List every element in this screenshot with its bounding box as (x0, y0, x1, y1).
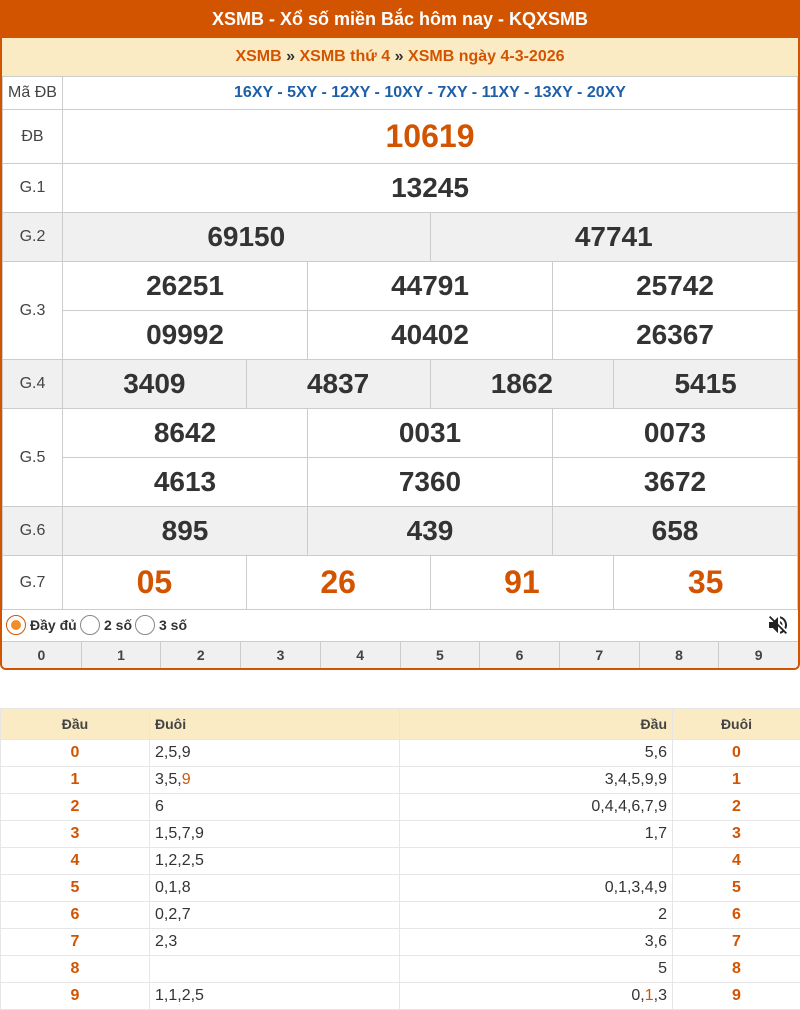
prize-g4: 4837 (246, 360, 430, 409)
option-two-digits[interactable] (80, 615, 132, 635)
loto-header-dau: Đầu (1, 709, 150, 740)
loto-special-digit: 1 (644, 987, 654, 1004)
loto-head: 2 (1, 794, 150, 821)
prize-g7: 91 (430, 556, 614, 610)
breadcrumb-weekday[interactable]: XSMB thứ 4 (299, 48, 391, 65)
loto-head: 5 (1, 875, 150, 902)
row-label-db: ĐB (3, 110, 63, 164)
digit-filter-3[interactable]: 3 (241, 642, 321, 668)
results-table (2, 76, 798, 610)
display-options (2, 609, 798, 641)
loto-tails: 1,5,7,9 (150, 821, 400, 848)
loto-heads: 5 (400, 956, 673, 983)
digit-filter-0[interactable]: 0 (2, 642, 82, 668)
option-three-digits[interactable] (135, 615, 187, 635)
loto-head: 0 (1, 740, 150, 767)
table-row (1, 875, 800, 902)
option-full[interactable] (6, 615, 77, 635)
loto-head: 8 (1, 956, 150, 983)
table-row (1, 767, 800, 794)
row-label-g7: G.7 (3, 556, 63, 610)
prize-db: 10619 (63, 110, 798, 164)
digit-filter-1[interactable]: 1 (82, 642, 162, 668)
breadcrumb-xsmb[interactable]: XSMB (235, 48, 282, 65)
table-row (1, 794, 800, 821)
loto-head: 9 (1, 983, 150, 1010)
prize-g3: 40402 (308, 311, 553, 360)
row-label-g3: G.3 (3, 262, 63, 360)
table-row (1, 821, 800, 848)
loto-heads: 1,7 (400, 821, 673, 848)
option-full-label: Đầy đủ (30, 617, 77, 633)
digit-filter-6[interactable]: 6 (480, 642, 560, 668)
radio-three-digits[interactable] (135, 615, 155, 635)
table-row (1, 929, 800, 956)
loto-heads (400, 983, 673, 1010)
prize-g5: 8642 (63, 409, 308, 458)
loto-heads: 0,4,4,6,7,9 (400, 794, 673, 821)
loto-tail: 8 (673, 956, 800, 983)
prize-g3: 09992 (63, 311, 308, 360)
loto-special-digit: 9 (181, 771, 191, 788)
loto-tail: 6 (673, 902, 800, 929)
loto-tail: 7 (673, 929, 800, 956)
loto-tail: 1 (673, 767, 800, 794)
loto-head: 7 (1, 929, 150, 956)
prize-g3: 25742 (553, 262, 798, 311)
prize-g6: 895 (63, 507, 308, 556)
loto-header-dau2: Đầu (400, 709, 673, 740)
row-label-g6: G.6 (3, 507, 63, 556)
option-two-label: 2 số (104, 617, 133, 633)
loto-heads: 3,4,5,9,9 (400, 767, 673, 794)
loto-heads: 3,6 (400, 929, 673, 956)
loto-tails: 0,1,8 (150, 875, 400, 902)
loto-tails: 1,1,2,5 (150, 983, 400, 1010)
loto-tails: 2,5,9 (150, 740, 400, 767)
loto-tails-text: 3,5, (155, 771, 182, 788)
breadcrumb-separator: » (394, 48, 404, 65)
prize-g1: 13245 (63, 164, 798, 213)
loto-heads (400, 848, 673, 875)
loto-header-duoi: Đuôi (150, 709, 400, 740)
loto-tail: 0 (673, 740, 800, 767)
row-label-madb: Mã ĐB (3, 77, 63, 110)
prize-g5: 0031 (308, 409, 553, 458)
prize-g5: 0073 (553, 409, 798, 458)
prize-g7: 05 (63, 556, 247, 610)
prize-g3: 26251 (63, 262, 308, 311)
loto-tail: 9 (673, 983, 800, 1010)
loto-tails: 0,2,7 (150, 902, 400, 929)
loto-tails (150, 956, 400, 983)
digit-filter-8[interactable]: 8 (640, 642, 720, 668)
digit-filter-2[interactable]: 2 (161, 642, 241, 668)
row-label-g4: G.4 (3, 360, 63, 409)
table-row (1, 902, 800, 929)
table-row (1, 848, 800, 875)
loto-head: 6 (1, 902, 150, 929)
prize-g7: 26 (246, 556, 430, 610)
breadcrumb-separator: » (286, 48, 296, 65)
prize-g4: 5415 (614, 360, 798, 409)
table-row (1, 956, 800, 983)
volume-mute-icon[interactable] (766, 613, 790, 637)
prize-g2: 47741 (430, 213, 798, 262)
loto-table (0, 708, 800, 1010)
loto-tails: 6 (150, 794, 400, 821)
breadcrumb-date[interactable]: XSMB ngày 4-3-2026 (408, 48, 565, 65)
page-title: XSMB - Xổ số miền Bắc hôm nay - KQXSMB (2, 0, 798, 38)
prize-g4: 1862 (430, 360, 614, 409)
radio-two-digits[interactable] (80, 615, 100, 635)
table-row (1, 983, 800, 1010)
prize-g5: 3672 (553, 458, 798, 507)
special-codes: 16XY - 5XY - 12XY - 10XY - 7XY - 11XY - 13XY - 20XY (63, 77, 798, 110)
digit-filter (2, 641, 798, 668)
radio-full[interactable] (6, 615, 26, 635)
breadcrumb (2, 38, 798, 76)
loto-heads: 2 (400, 902, 673, 929)
digit-filter-9[interactable]: 9 (719, 642, 798, 668)
table-row (1, 740, 800, 767)
prize-g6: 658 (553, 507, 798, 556)
loto-tail: 5 (673, 875, 800, 902)
loto-header-duoi2: Đuôi (673, 709, 800, 740)
row-label-g1: G.1 (3, 164, 63, 213)
loto-head: 1 (1, 767, 150, 794)
prize-g2: 69150 (63, 213, 431, 262)
loto-heads-text: 0, (631, 987, 645, 1004)
loto-heads: 5,6 (400, 740, 673, 767)
prize-g5: 4613 (63, 458, 308, 507)
prize-g6: 439 (308, 507, 553, 556)
row-label-g5: G.5 (3, 409, 63, 507)
loto-head: 3 (1, 821, 150, 848)
loto-head: 4 (1, 848, 150, 875)
row-label-g2: G.2 (3, 213, 63, 262)
option-three-label: 3 số (159, 617, 188, 633)
loto-tails: 2,3 (150, 929, 400, 956)
prize-g5: 7360 (308, 458, 553, 507)
loto-tails: 1,2,2,5 (150, 848, 400, 875)
prize-g3: 26367 (553, 311, 798, 360)
digit-filter-5[interactable]: 5 (401, 642, 481, 668)
digit-filter-7[interactable]: 7 (560, 642, 640, 668)
prize-g7: 35 (614, 556, 798, 610)
loto-tail: 4 (673, 848, 800, 875)
loto-heads: 0,1,3,4,9 (400, 875, 673, 902)
loto-tails (150, 767, 400, 794)
loto-tail: 3 (673, 821, 800, 848)
prize-g4: 3409 (63, 360, 247, 409)
digit-filter-4[interactable]: 4 (321, 642, 401, 668)
loto-heads-text: ,3 (653, 987, 667, 1004)
prize-g3: 44791 (308, 262, 553, 311)
loto-tail: 2 (673, 794, 800, 821)
